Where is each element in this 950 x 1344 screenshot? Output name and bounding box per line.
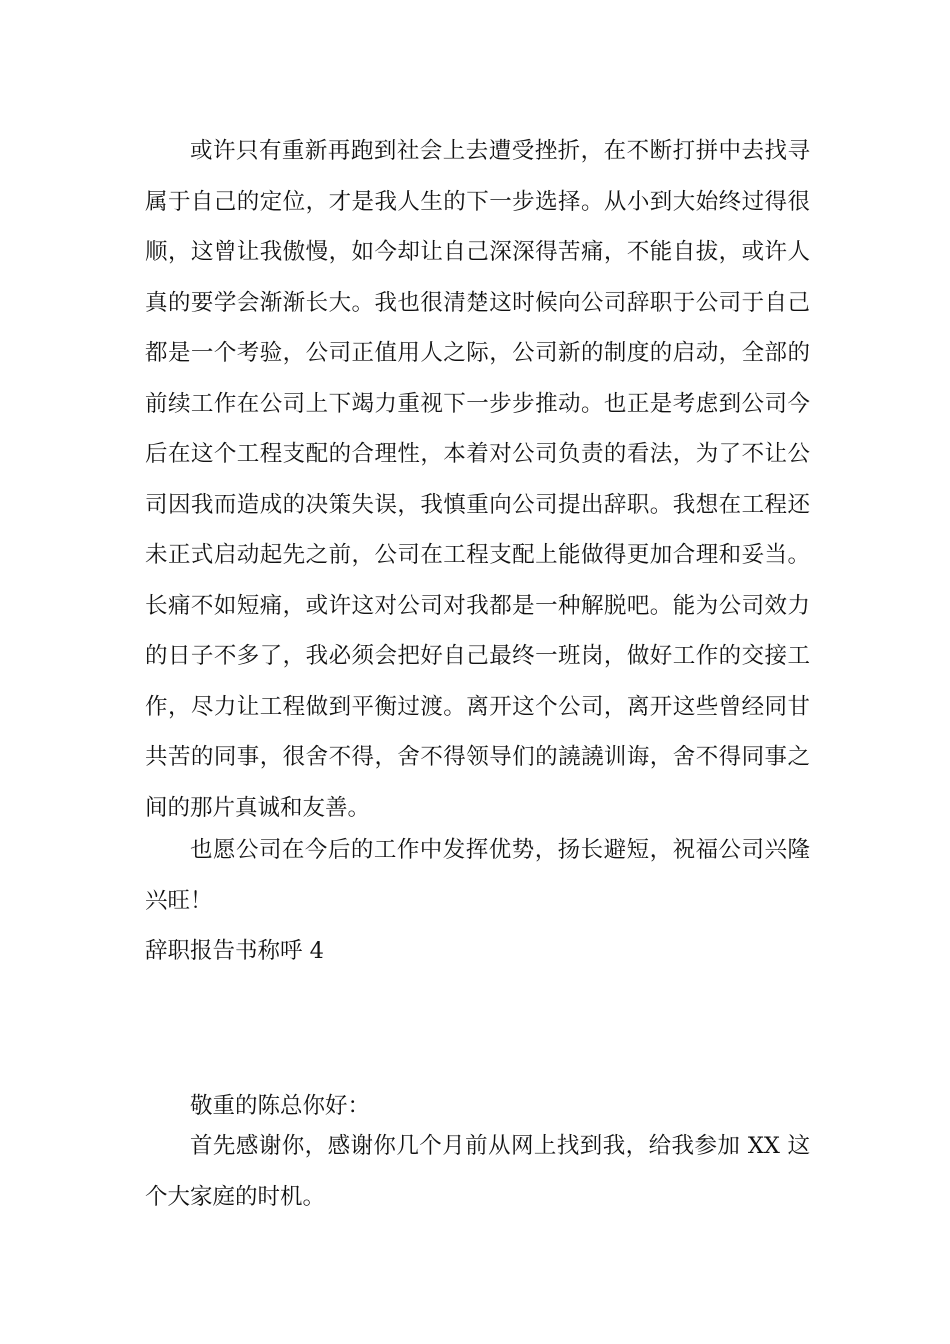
body-paragraph-1: 或许只有重新再跑到社会上去遭受挫折，在不断打拼中去找寻属于自己的定位，才是我人生的下一步选择。从小到大始终过得很顺，这曾让我傲慢，如今却让自己深深得苦痛，不能自拔，或许人真的要学会渐渐长大。我也很清楚这时候向公司辞职于公司于自己都是一个考验，公司正值用人之际，公司新的制度的启动，全部的前续工作在公司上下竭力重视下一步步推动。也正是考虑到公司今后在这个工程支配的合理性，本着对公司负责的看法，为了不让公司因我而造成的决策失误，我慎重向公司提出辞职。我想在工程还未正式启动起先之前，公司在工程支配上能做得更加合理和妥当。长痛不如短痛，或许这对公司对我都是一种解脱吧。能为公司效力的日子不多了，我必须会把好自己最终一班岗，做好工作的交接工作，尽力让工程做到平衡过渡。离开这个公司，离开这些曾经同甘共苦的同事，很舍不得，舍不得领导们的譊譊训诲，舍不得同事之间的那片真诚和友善。 [145, 138, 810, 821]
section-heading: 辞职报告书称呼 4 [145, 938, 324, 964]
letter-greeting: 敬重的陈总你好： [190, 1093, 371, 1119]
body-paragraph-3: 首先感谢你，感谢你几个月前从网上找到我，给我参加 XX 这个大家庭的时机。 [145, 1133, 810, 1210]
body-paragraph-2: 也愿公司在今后的工作中发挥优势，扬长避短，祝福公司兴隆兴旺！ [145, 837, 810, 914]
